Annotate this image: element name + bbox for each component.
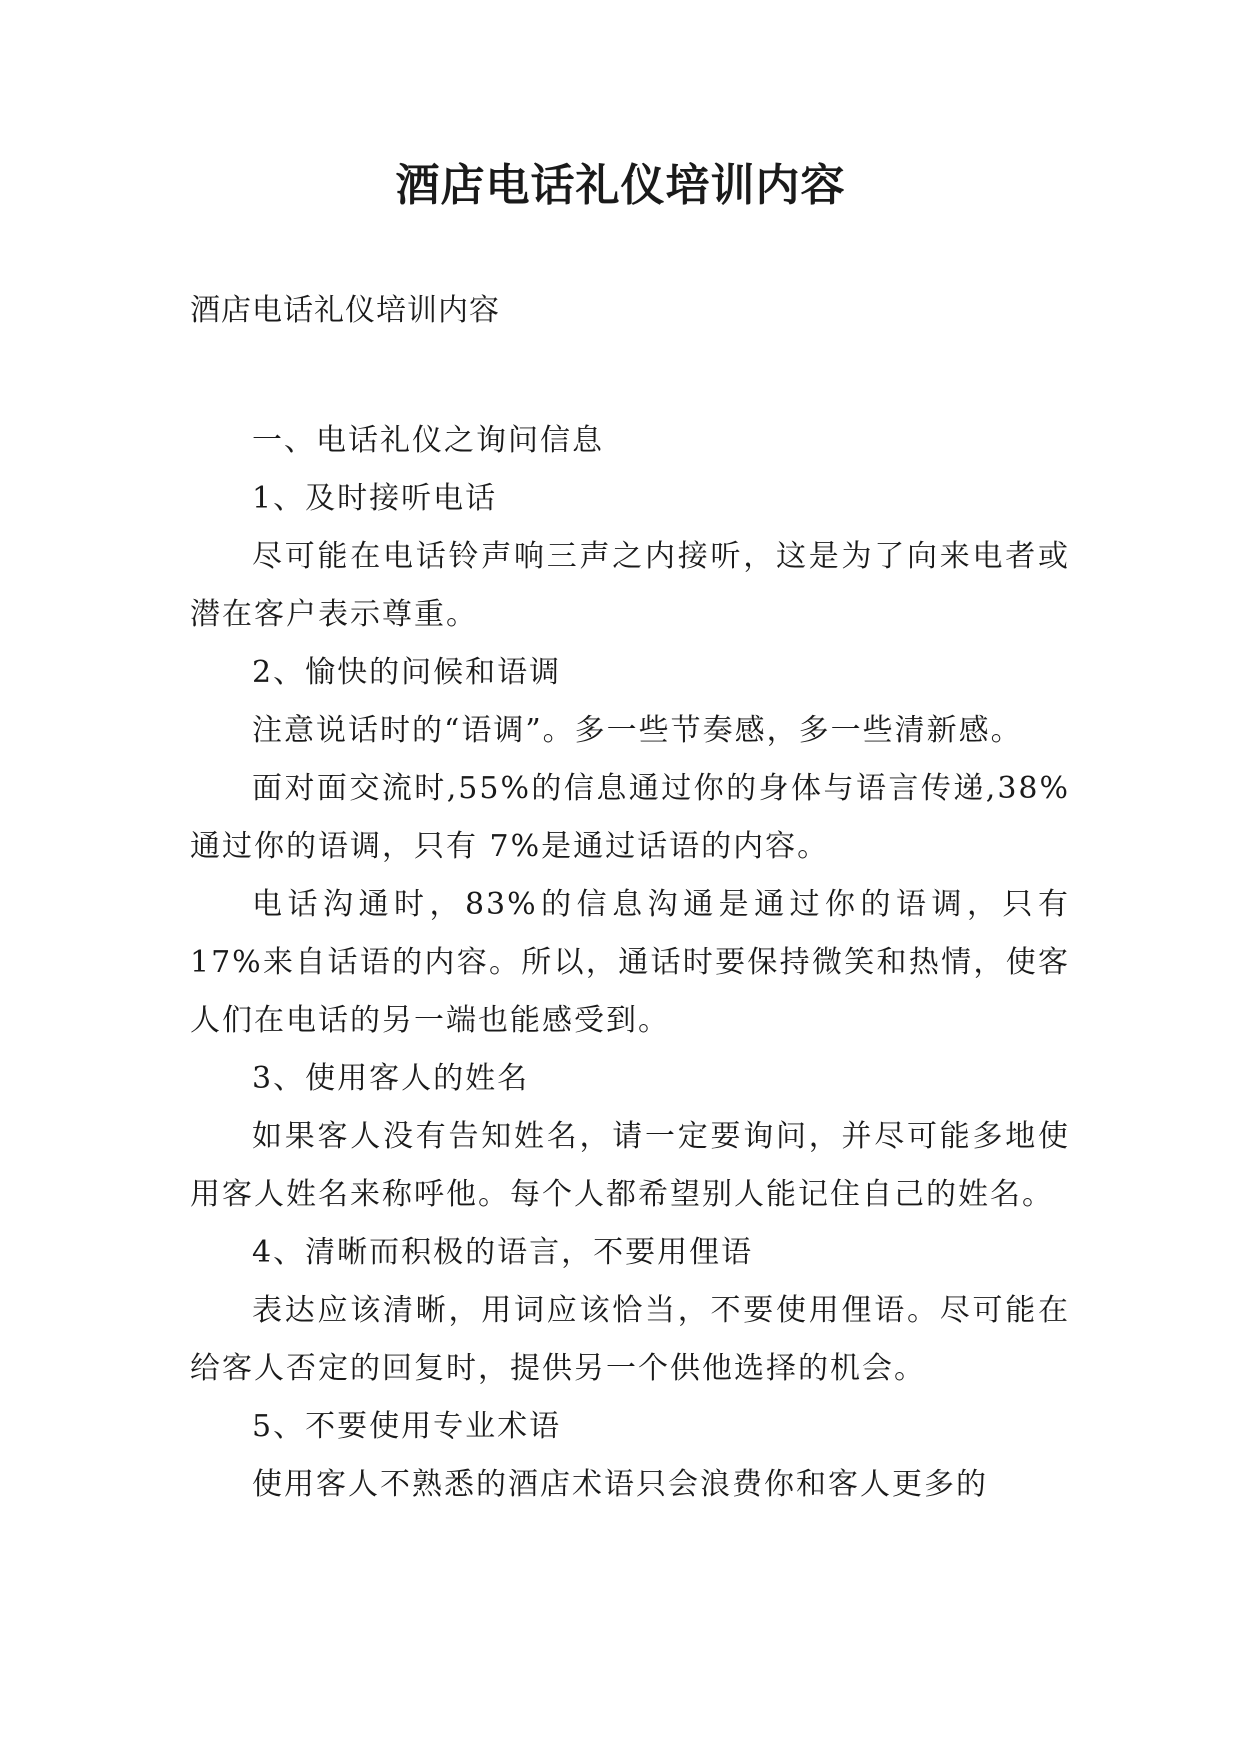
paragraph: 电话沟通时，83%的信息沟通是通过你的语调，只有 17%来自话语的内容。所以，通话时要保持微笑和热情，使客人们在电话的另一端也能感受到。 <box>190 887 1070 1038</box>
item-heading: 4、清晰而积极的语言，不要用俚语 <box>252 1235 754 1270</box>
paragraph: 尽可能在电话铃声响三声之内接听，这是为了向来电者或潜在客户表示尊重。 <box>190 539 1070 632</box>
item-heading: 2、愉快的问候和语调 <box>252 655 562 690</box>
item-heading: 5、不要使用专业术语 <box>252 1409 562 1444</box>
document-title: 酒店电话礼仪培训内容 <box>395 160 846 211</box>
paragraph: 使用客人不熟悉的酒店术语只会浪费你和客人更多的 <box>252 1467 988 1502</box>
paragraph: 如果客人没有告知姓名，请一定要询问，并尽可能多地使用客人姓名来称呼他。每个人都希望别人能记住自己的姓名。 <box>190 1119 1070 1212</box>
paragraph: 表达应该清晰，用词应该恰当，不要使用俚语。尽可能在给客人否定的回复时，提供另一个供他选择的机会。 <box>190 1293 1070 1386</box>
item-heading: 1、及时接听电话 <box>252 481 498 516</box>
document-subtitle: 酒店电话礼仪培训内容 <box>190 293 500 328</box>
document-body <box>190 282 1070 1514</box>
paragraph: 面对面交流时,55%的信息通过你的身体与语言传递,38%通过你的语调，只有 7%是通过话语的内容。 <box>190 771 1070 864</box>
item-heading: 3、使用客人的姓名 <box>252 1061 530 1096</box>
paragraph: 注意说话时的“语调”。多一些节奏感，多一些清新感。 <box>252 713 1023 748</box>
section-heading: 一、电话礼仪之询问信息 <box>252 423 604 458</box>
